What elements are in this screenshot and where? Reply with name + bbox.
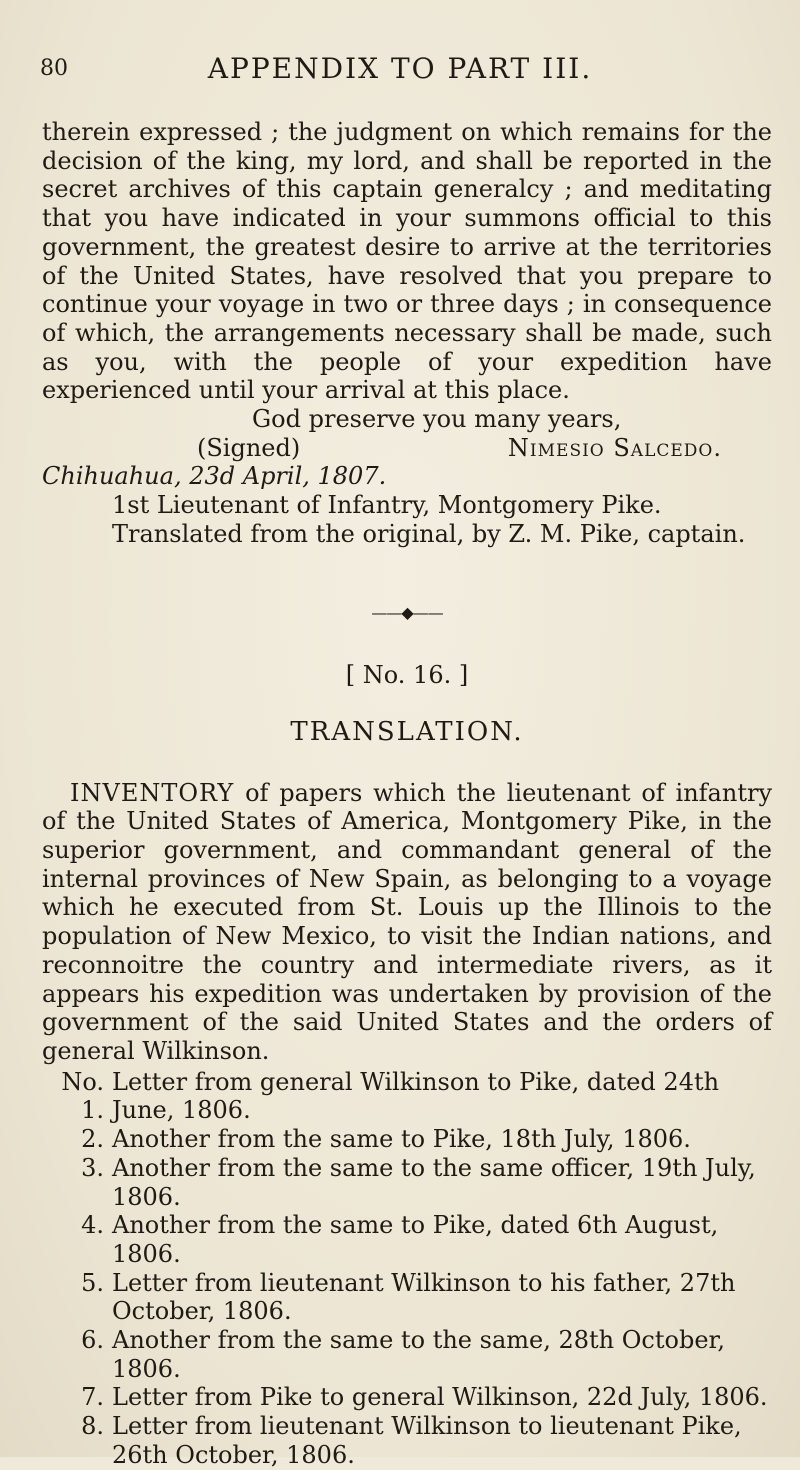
list-item — [42, 1154, 772, 1211]
item-number: 7. — [81, 1383, 104, 1412]
document-heading: TRANSLATION. — [290, 716, 524, 747]
item-text: Another from the same to Pike, dated 6th August, 1806. — [112, 1211, 719, 1268]
list-item — [42, 1125, 772, 1154]
item-number: 8. — [81, 1412, 104, 1441]
page-content — [42, 118, 772, 1470]
section-separator: ——◆—— — [371, 602, 443, 622]
item-text: Another from the same to Pike, 18th July, 1806. — [112, 1125, 691, 1154]
list-item — [42, 1326, 772, 1383]
running-title: APPENDIX TO PART III. — [207, 52, 593, 85]
item-text: Another from the same to the same, 28th October, 1806. — [112, 1326, 725, 1383]
intro-text: of papers which the lieutenant of infantry of the United States of America, Montgomery Pike, in the superior government, and commandant general of the internal provinces of New Spain, as belonging to a voyage which he executed from St. Louis up the Illinois to the population of New Mexico, to visit the Indian nations, and reconnoitre the country and intermediate rivers, as it appears his expedition was undertaken by provision of the government of the said United States and the orders of general Wilkinson. — [42, 778, 772, 1065]
letter-closing: God preserve you many years, — [252, 405, 622, 434]
intro-lead: INVENTORY — [70, 778, 235, 807]
place-date: Chihuahua, 23d April, 1807. — [42, 462, 387, 491]
list-item — [42, 1211, 772, 1268]
item-text: Letter from lieutenant Wilkinson to lieutenant Pike, 26th October, 1806. — [112, 1412, 742, 1469]
page-header — [0, 50, 800, 90]
item-number: No. 1. — [61, 1067, 104, 1125]
item-text: Letter from Pike to general Wilkinson, 22d July, 1806. — [112, 1383, 768, 1412]
item-number: 6. — [81, 1326, 104, 1355]
inventory-list — [42, 1068, 772, 1470]
list-item — [42, 1068, 772, 1125]
addressee: 1st Lieutenant of Infantry, Montgomery Pike. — [112, 491, 662, 520]
item-text: Letter from general Wilkinson to Pike, dated 24th June, 1806. — [112, 1067, 720, 1125]
letter-body: therein expressed ; the judgment on which remains for the decision of the king, my lord, and shall be reported in the secret archives of this captain generalcy ; and meditating that you have indicated in your summons official to this government, the greatest desire to arrive at the territories of the United States, have resolved that you prepare to continue your voyage in two or three days ; in consequence of which, the arrangements necessary shall be made, such as you, with the people of your expedition have experienced until your arrival at this place. — [42, 118, 772, 405]
signer-name: Nimesio Salcedo. — [507, 433, 722, 462]
list-item — [42, 1269, 772, 1326]
signed-label: (Signed) — [197, 433, 301, 462]
list-item — [42, 1383, 772, 1412]
inventory-intro — [42, 779, 772, 1066]
item-number: 5. — [81, 1268, 104, 1297]
translator-note: Translated from the original, by Z. M. Pike, captain. — [112, 519, 746, 548]
item-number: 4. — [81, 1211, 104, 1240]
item-number: 2. — [81, 1125, 104, 1154]
item-text: Another from the same to the same officer, 19th July, 1806. — [112, 1153, 756, 1211]
signature-line — [42, 434, 772, 463]
page-number: 80 — [40, 56, 68, 81]
list-item — [42, 1412, 772, 1469]
item-text: Letter from lieutenant Wilkinson to his father, 27th October, 1806. — [112, 1268, 736, 1326]
item-number: 3. — [81, 1153, 104, 1182]
document-number: [ No. 16. ] — [345, 661, 469, 690]
